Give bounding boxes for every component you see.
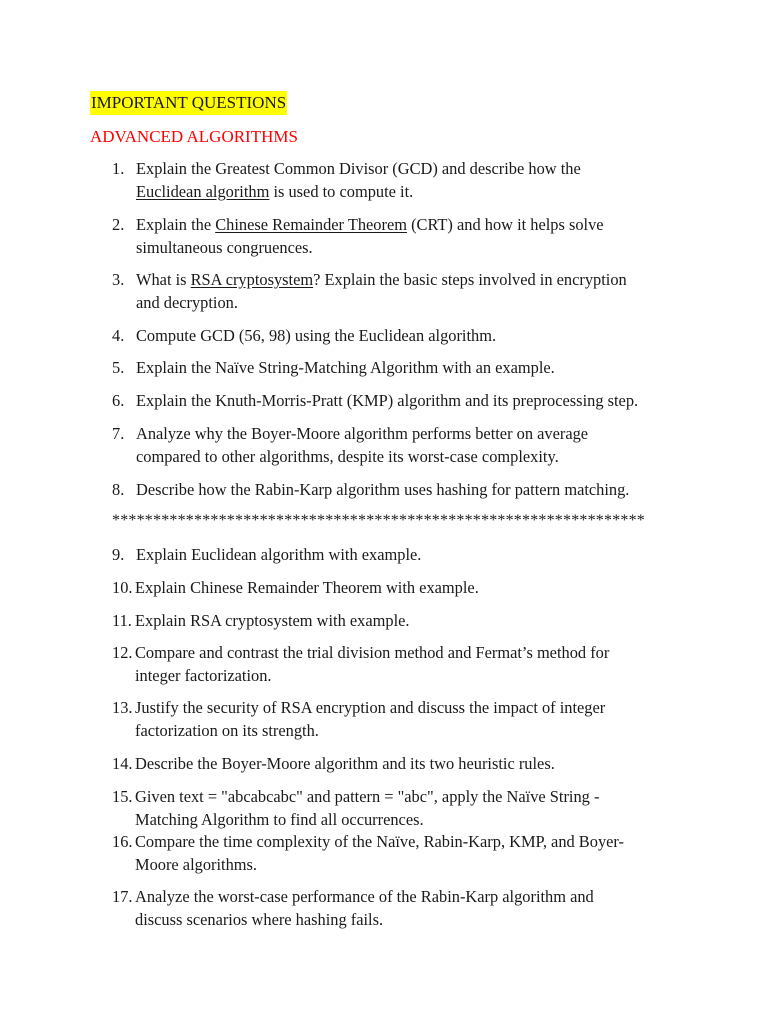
question-text <box>136 543 696 566</box>
question-number: 15. <box>112 787 133 806</box>
question-number: 8. <box>112 480 125 499</box>
question-text-run: Analyze the worst-case performance of the Rabin-Karp algorithm and <box>135 887 594 906</box>
question-line <box>136 543 696 566</box>
question-text-run: discuss scenarios where hashing fails. <box>135 910 384 929</box>
question-line <box>135 664 695 687</box>
question-line <box>136 389 696 412</box>
question-text <box>135 696 695 742</box>
question-text <box>136 268 696 314</box>
question-number: 10. <box>112 578 133 597</box>
question-text <box>135 752 695 775</box>
separator-line: ***************************************************************** <box>112 512 645 529</box>
question-text <box>135 641 695 687</box>
question-line <box>135 808 695 831</box>
question-line <box>135 719 695 742</box>
question-number: 5. <box>112 358 125 377</box>
question-text-run: Explain Chinese Remainder Theorem with example. <box>135 578 479 597</box>
question-line <box>135 908 695 931</box>
question-text-run: ? Explain the basic steps involved in encryption <box>313 270 627 289</box>
question-line <box>135 576 695 599</box>
subject-heading: ADVANCED ALGORITHMS <box>90 127 298 146</box>
question-number: 2. <box>112 215 125 234</box>
question-text-run: Explain the Greatest Common Divisor (GCD) and describe how the <box>136 159 581 178</box>
question-line <box>135 696 695 719</box>
question-text-run: integer factorization. <box>135 666 272 685</box>
question-text-run: Moore algorithms. <box>135 855 258 874</box>
question-number: 11. <box>112 611 132 630</box>
question-text-run: What is <box>136 270 191 289</box>
question-line <box>136 180 696 203</box>
question-line <box>136 356 696 379</box>
question-number: 16. <box>112 832 133 851</box>
question-text <box>135 885 695 931</box>
question-number: 6. <box>112 391 125 410</box>
question-line <box>136 236 696 259</box>
underlined-term: Chinese Remainder Theorem <box>215 215 407 234</box>
question-text <box>135 830 695 876</box>
question-text <box>136 389 696 412</box>
question-number: 13. <box>112 698 133 717</box>
question-line <box>136 478 696 501</box>
question-text-run: Explain the <box>136 215 216 234</box>
question-number: 7. <box>112 424 125 443</box>
question-text-run: Describe how the Rabin-Karp algorithm uses hashing for pattern matching. <box>136 480 630 499</box>
question-number: 12. <box>112 643 133 662</box>
question-text-run: Matching Algorithm to find all occurrences. <box>135 810 424 829</box>
question-text-run: factorization on its strength. <box>135 721 319 740</box>
question-line <box>136 445 696 468</box>
question-number: 17. <box>112 887 133 906</box>
question-text-run: Compute GCD (56, 98) using the Euclidean algorithm. <box>136 326 497 345</box>
question-text <box>135 576 695 599</box>
question-text-run: Explain the Naïve String-Matching Algorithm with an example. <box>136 358 555 377</box>
question-number: 9. <box>112 545 125 564</box>
question-text <box>136 478 696 501</box>
question-line <box>135 830 695 853</box>
question-text <box>136 356 696 379</box>
question-line <box>135 853 695 876</box>
question-text-run: Compare and contrast the trial division method and Fermat’s method for <box>135 643 610 662</box>
underlined-term: RSA cryptosystem <box>190 270 314 289</box>
question-line <box>135 752 695 775</box>
question-line <box>135 609 695 632</box>
question-text-run: Explain the Knuth-Morris-Pratt (KMP) algorithm and its preprocessing step. <box>136 391 639 410</box>
question-text-run: compared to other algorithms, despite its worst-case complexity. <box>136 447 559 466</box>
question-text <box>136 324 696 347</box>
question-line <box>135 785 695 808</box>
underlined-term: Euclidean algorithm <box>136 182 270 201</box>
question-line <box>135 641 695 664</box>
question-number: 14. <box>112 754 133 773</box>
question-line <box>136 291 696 314</box>
question-text-run: Explain Euclidean algorithm with example. <box>136 545 422 564</box>
page-title: IMPORTANT QUESTIONS <box>90 91 287 115</box>
question-text-run: Justify the security of RSA encryption and discuss the impact of integer <box>135 698 606 717</box>
question-line <box>136 324 696 347</box>
question-line <box>136 422 696 445</box>
question-text-run: Describe the Boyer-Moore algorithm and its two heuristic rules. <box>135 754 555 773</box>
question-line <box>136 157 696 180</box>
question-text <box>135 609 695 632</box>
question-text-run: simultaneous congruences. <box>136 238 313 257</box>
question-text-run: Given text = "abcabcabc" and pattern = "abc", apply the Naïve String - <box>135 787 600 806</box>
question-line <box>136 213 696 236</box>
question-line <box>136 268 696 291</box>
question-text-run: Analyze why the Boyer-Moore algorithm performs better on average <box>136 424 589 443</box>
question-text <box>136 213 696 259</box>
question-text-run: is used to compute it. <box>269 182 414 201</box>
question-text <box>136 157 696 203</box>
question-number: 3. <box>112 270 125 289</box>
question-number: 1. <box>112 159 125 178</box>
question-text-run: Explain RSA cryptosystem with example. <box>135 611 410 630</box>
question-text-run: (CRT) and how it helps solve <box>406 215 604 234</box>
question-line <box>135 885 695 908</box>
question-text <box>135 785 695 831</box>
question-text-run: Compare the time complexity of the Naïve, Rabin-Karp, KMP, and Boyer- <box>135 832 624 851</box>
question-number: 4. <box>112 326 125 345</box>
question-text-run: and decryption. <box>136 293 238 312</box>
question-text <box>136 422 696 468</box>
